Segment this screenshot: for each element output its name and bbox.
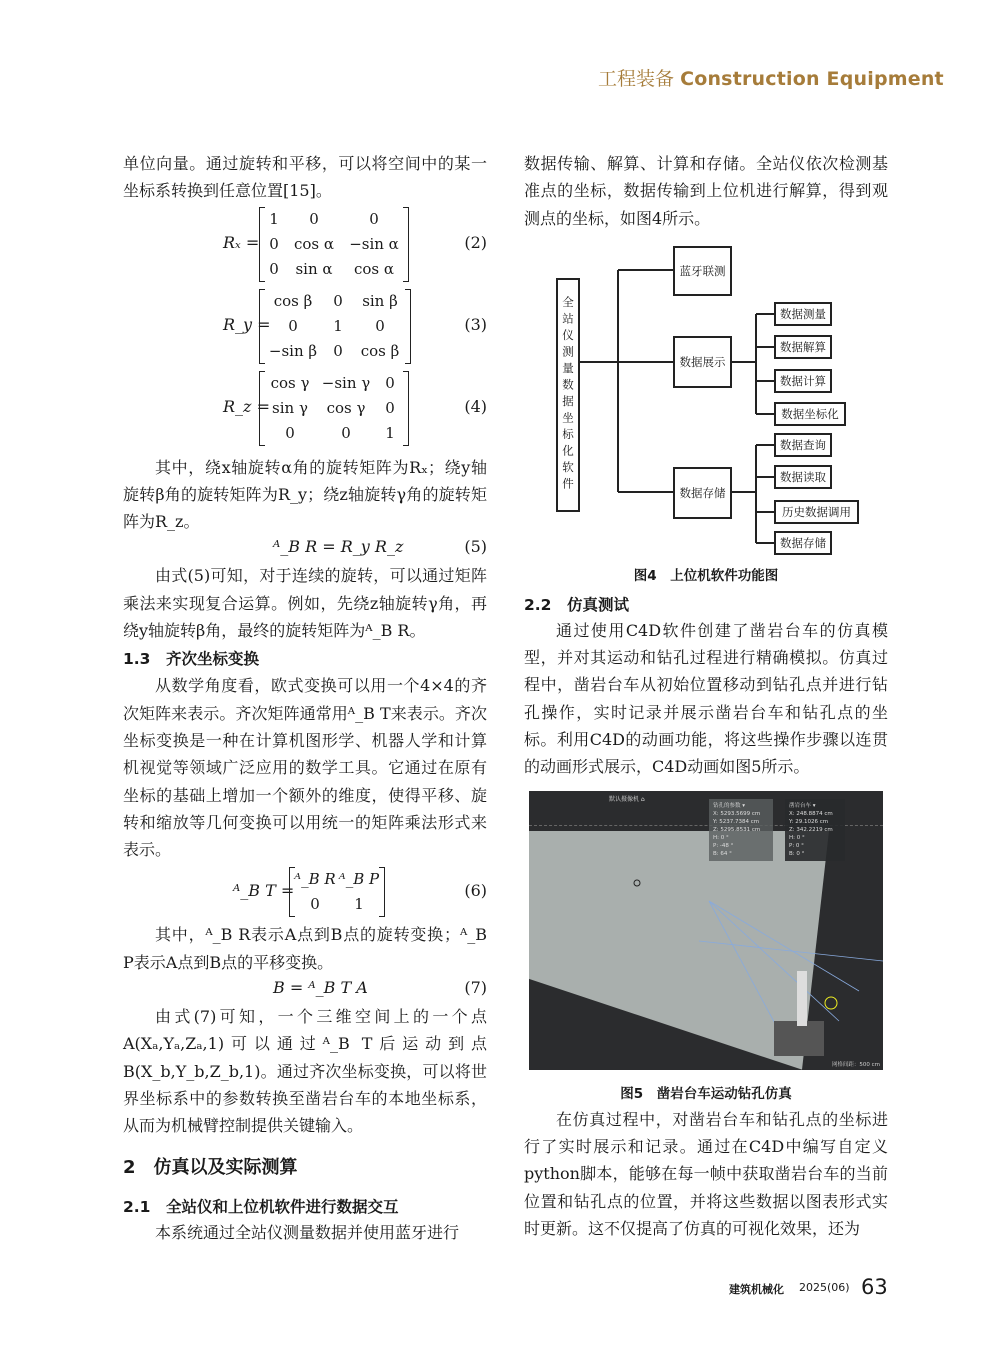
panel-row: P: 0 ° (789, 842, 804, 849)
figure-5-c4d-viewport (529, 791, 883, 1070)
cell: 0 (269, 234, 279, 253)
panel-row: H: 0 ° (789, 834, 805, 841)
eq6-number: (6) (464, 881, 487, 901)
panel-row: B: 64 ° (713, 850, 732, 857)
cell: 0 (375, 316, 385, 335)
panel-row: X: 5293.5699 cm (713, 810, 761, 817)
eq5-text: ᴬ_B R = R_y R_z (273, 537, 404, 557)
box-storage: 数据存储 (673, 467, 732, 519)
box-read: 数据读取 (774, 465, 832, 489)
cell: −sin α (349, 234, 399, 253)
drill-params-panel (709, 799, 773, 861)
page-number: 63 (861, 1275, 888, 1299)
matrix-t (289, 867, 385, 917)
cell: 0 (269, 259, 279, 278)
left-para-5: 其中，ᴬ_B R表示A点到B点的旋转变换；ᴬ_B P表示A点到B点的平移变换。 (123, 925, 487, 972)
cell: 1 (269, 209, 279, 228)
equation-5 (123, 537, 487, 562)
figure-5-caption: 图5 凿岩台车运动钻孔仿真 (620, 1085, 792, 1102)
eq5-number: (5) (464, 537, 487, 557)
matrix-ry (259, 289, 411, 364)
left-para-1: 单位向量。通过旋转和平移，可以将空间中的某一坐标系转换到任意位置[15]。 (123, 154, 487, 201)
right-para-3: 在仿真过程中，对凿岩台车和钻孔点的坐标进行了实时展示和记录。通过在C4D中编写自定义python脚本，能够在每一帧中获取凿岩台车的当前位置和钻孔点的位置，并将这些数据以图表形式实时更新。这不仅提高了仿真的可视化效果，还为 (524, 1109, 888, 1238)
panel-row: Y: 5237.7384 cm (713, 818, 760, 825)
panel-row: B: 0 ° (789, 850, 805, 857)
panel-row: X: 248.8874 cm (789, 810, 833, 817)
eq7-text: B = ᴬ_B T A (273, 978, 368, 998)
running-header (598, 64, 944, 91)
panel-row: Z: 342.2219 cm (789, 826, 833, 833)
root-box: 全站仪测量数据坐标化软件 (556, 278, 580, 512)
cell: cos α (353, 259, 395, 278)
cell: cos β (273, 291, 313, 310)
cell: −sin γ (321, 373, 371, 392)
cell: 0 (341, 423, 351, 442)
matrix-rz (259, 371, 409, 446)
rig-params-panel (785, 799, 845, 861)
eq2-number: (2) (464, 232, 487, 252)
cell: cos γ (270, 373, 310, 392)
section-2-2-heading: 2.2 仿真测试 (524, 595, 629, 614)
cell: 0 (369, 209, 379, 228)
section-2-1-heading: 2.1 全站仪和上位机软件进行数据交互 (123, 1197, 399, 1216)
cell: cos γ (326, 398, 366, 417)
eq3-number: (3) (464, 314, 487, 334)
left-para-4: 从数学角度看，欧式变换可以用一个4×4的齐次矩阵来表示。齐次矩阵通常用ᴬ_B T来表示。齐次坐标变换是一种在计算机图形学、机器人学和计算机视觉等领域广泛应用的数学工具。它通过在原有坐标的基础上增加一个额外的维度，使得平移、旋转和缩放等几何变换可以用统一的矩阵乘法形式来表示。 (123, 676, 487, 860)
left-para-3: 由式(5)可知，对于连续的旋转，可以通过矩阵乘法来实现复合运算。例如，先绕z轴旋转γ角，再绕y轴旋转β角，最终的旋转矩阵为ᴬ_B R。 (123, 566, 487, 641)
cell: ᴬ_B R (294, 870, 336, 889)
footer-journal: 建筑机械化 (729, 1283, 784, 1296)
cell: 1 (385, 423, 395, 442)
figure-4-caption: 图4 上位机软件功能图 (633, 567, 779, 584)
equation-6 (123, 867, 487, 917)
cell: 1 (354, 895, 364, 914)
cell: 0 (310, 895, 320, 914)
cell: cos β (360, 341, 400, 360)
eq3-lhs: R_y = (223, 314, 271, 334)
grid-spacing-label: 网格间距：500 cm (831, 1061, 880, 1068)
panel-row: Z: 5295.8531 cm (713, 826, 761, 833)
camera-label: 默认摄像机 ⌂ (609, 795, 645, 803)
cell: sin α (295, 259, 333, 278)
box-bluetooth: 蓝牙联测 (673, 246, 732, 296)
panel-title: 钻孔的参数 ▾ (713, 802, 746, 809)
cell: sin β (362, 291, 398, 310)
box-history: 历史数据调用 (774, 500, 859, 524)
left-column (123, 150, 487, 1246)
eq7-number: (7) (464, 978, 487, 998)
equation-7 (123, 978, 487, 1003)
cell: sin γ (272, 398, 308, 417)
eq4-number: (4) (464, 396, 487, 416)
left-para-2: 其中，绕x轴旋转α角的旋转矩阵为Rₓ；绕y轴旋转β角的旋转矩阵为R_y；绕z轴旋转γ角的旋转矩阵为R_z。 (123, 457, 487, 532)
cell: 0 (385, 398, 395, 417)
box-solve: 数据解算 (774, 335, 832, 359)
equation-3 (123, 289, 487, 363)
right-para-1: 数据传输、解算、计算和存储。全站仪依次检测基准点的坐标，数据传输到上位机进行解算，得到观测点的坐标，如图4所示。 (524, 154, 888, 228)
section-1-3-heading: 1.3 齐次坐标变换 (123, 650, 259, 669)
box-compute: 数据计算 (774, 369, 832, 393)
box-display: 数据展示 (673, 336, 732, 388)
eq6-lhs: ᴬ_B T = (233, 881, 295, 901)
matrix-rx (259, 207, 409, 282)
cell: 0 (333, 291, 343, 310)
panel-row: Y: 29.1026 cm (789, 818, 829, 825)
left-para-6: 由式(7)可知，一个三维空间上的一个点A(Xₐ,Yₐ,Zₐ,1)可以通过ᴬ_B T后运动到点B(X_b,Y_b,Z_b,1)。通过齐次坐标变换，可以将世界坐标系中的参数转换至凿岩台车的本地坐标系，从而为机械臂控制提供关键输入。 (123, 1007, 487, 1136)
right-column (524, 150, 888, 1242)
right-para-2: 通过使用C4D软件创建了凿岩台车的仿真模型，并对其运动和钻孔过程进行精确模拟。仿真过程中，凿岩台车从初始位置移动到钻孔点并进行钻孔操作，实时记录并展示凿岩台车和钻孔点的坐标。利用C4D的动画功能，将这些操作步骤以连贯的动画形式展示，C4D动画如图5所示。 (524, 620, 888, 777)
section-2-heading: 2 仿真以及实际测算 (123, 1156, 298, 1178)
header-en: Construction Equipment (680, 68, 944, 90)
cell: 0 (288, 316, 298, 335)
box-store: 数据存储 (774, 531, 832, 555)
cell: 1 (333, 316, 343, 335)
cell: ᴬ_B P (338, 870, 380, 889)
footer-issue: 2025(06) (799, 1281, 850, 1294)
figure-4-diagram (540, 234, 880, 564)
panel-title: 凿岩台车 ▾ (789, 802, 816, 809)
box-query: 数据查询 (774, 433, 832, 457)
left-para-7: 本系统通过全站仪测量数据并使用蓝牙进行 (155, 1222, 460, 1242)
header-cn: 工程装备 (598, 68, 675, 90)
cell: 0 (385, 373, 395, 392)
equation-2 (123, 207, 487, 281)
eq4-lhs: R_z = (223, 396, 270, 416)
cell: cos α (293, 234, 335, 253)
box-measure: 数据测量 (774, 302, 832, 326)
cell: 0 (309, 209, 319, 228)
eq2-lhs: Rₓ = (223, 232, 260, 252)
box-coordinate: 数据坐标化 (774, 402, 846, 426)
panel-row: P: -48 ° (713, 842, 734, 849)
cell: −sin β (268, 341, 318, 360)
panel-row: H: 0 ° (713, 834, 729, 841)
equation-4 (123, 371, 487, 445)
cell: 0 (285, 423, 295, 442)
cell: 0 (333, 341, 343, 360)
